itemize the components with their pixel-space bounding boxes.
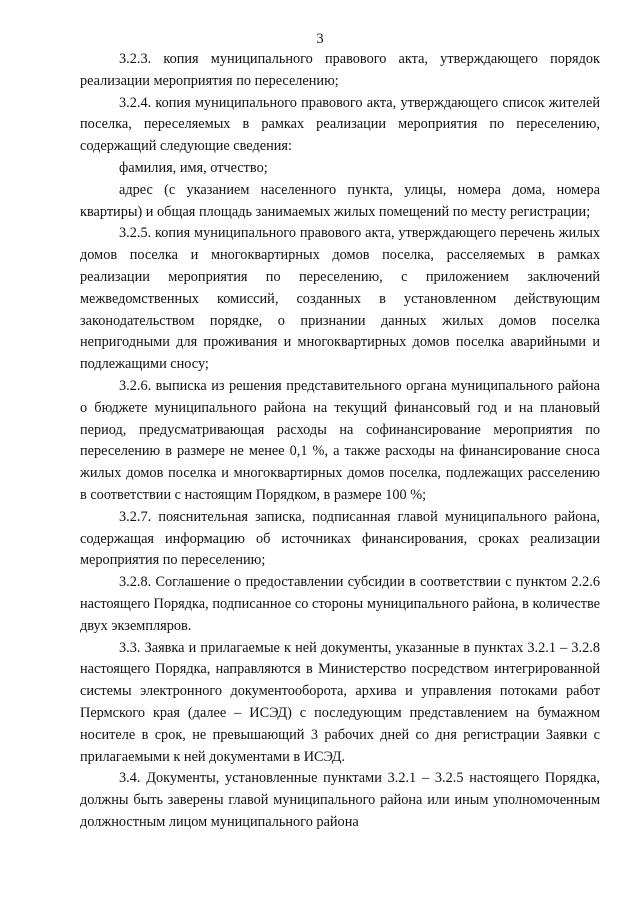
paragraph-3-2-4: 3.2.4. копия муниципального правового акта, утверждающего список жителей поселка, переселяемых в рамках реализации мероприятия по переселению, содержащий следующие сведения: (80, 94, 600, 155)
paragraph-3-2-3: 3.2.3. копия муниципального правового акта, утверждающего порядок реализации мероприятия по переселению; (80, 51, 600, 89)
paragraph-3-4: 3.4. Документы, установленные пунктами 3.2.1 – 3.2.5 настоящего Порядка, должны быть заверены главой муниципального района или иным уполномоченным должностным лицом муниципального района (80, 770, 600, 830)
paragraph-3-2-5: 3.2.5. копия муниципального правового акта, утверждающего перечень жилых домов поселка и многоквартирных домов поселка, расселяемых в рамках реализации мероприятия по переселению, с приложением заключений межведомственных комиссий, созданных в установленном действующим законодательством порядке, о признании данных жилых домов поселка непригодными для проживания и многоквартирных домов поселка аварийными и подлежащими сносу; (80, 225, 600, 373)
paragraph-3-3: 3.3. Заявка и прилагаемые к ней документы, указанные в пунктах 3.2.1 – 3.2.8 настоящего Порядка, направляются в Министерство посредством интегрированной системы электронного документооборота, архива и управления потоками работ Пермского края (далее – ИСЭД) с последующим представлением на бумажном носителе в срок, не превышающий 3 рабочих дней со дня регистрации Заявки с прилагаемыми к ней документами в ИСЭД. (80, 639, 600, 765)
paragraph-3-2-6: 3.2.6. выписка из решения представительного органа муниципального района о бюджете муниципального района на текущий финансовый год и на плановый период, предусматривающая расходы на софинансирование мероприятия по переселению в размере не менее 0,1 %, а также расходы на финансирование сноса жилых домов поселка и многоквартирных домов поселка, подлежащих расселению в соответствии с настоящим Порядком, в размере 100 %; (80, 377, 600, 503)
paragraph-3-2-8: 3.2.8. Соглашение о предоставлении субсидии в соответствии с пунктом 2.2.6 настоящего Порядка, подписанное со стороны муниципального района, в количестве двух экземпляров. (80, 574, 600, 634)
paragraph-fio: фамилия, имя, отчество; (119, 159, 268, 176)
paragraph-address: адрес (с указанием населенного пункта, улицы, номера дома, номера квартиры) и общая площадь занимаемых жилых помещений по месту регистрации; (80, 181, 600, 220)
paragraph-3-2-7: 3.2.7. пояснительная записка, подписанная главой муниципального района, содержащая информацию об источниках финансирования, сроках реализации мероприятия по переселению; (80, 508, 600, 569)
page-number: 3 (316, 31, 324, 47)
document-body (80, 49, 600, 834)
